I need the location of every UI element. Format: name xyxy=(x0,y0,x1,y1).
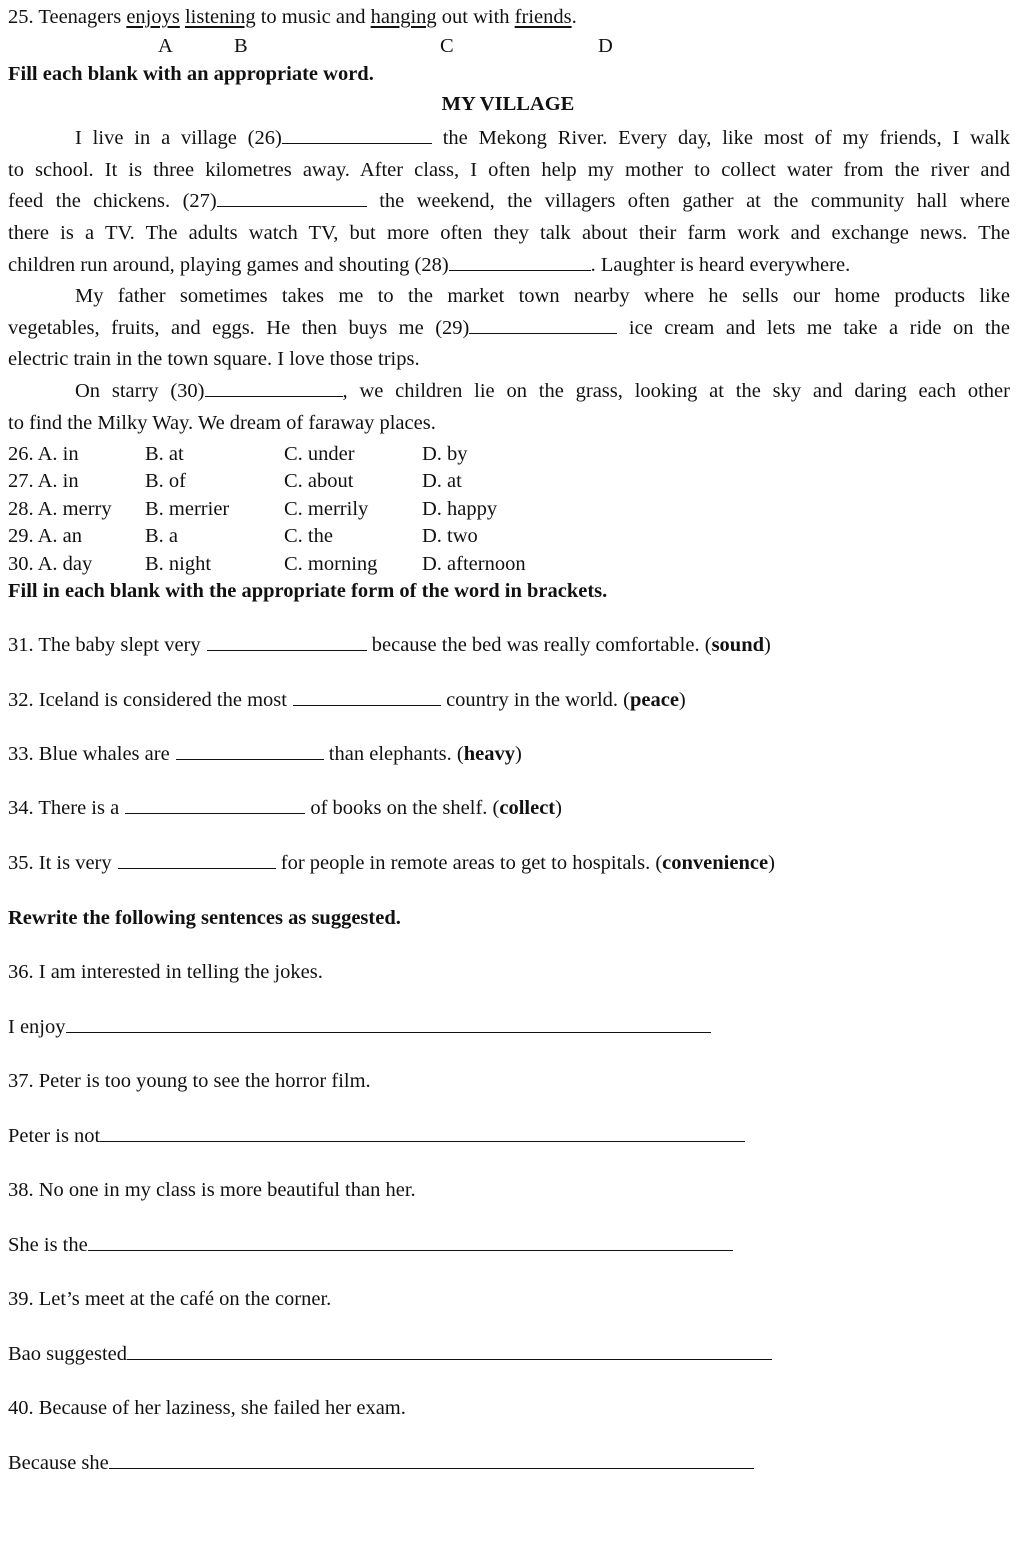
blank-28[interactable] xyxy=(449,254,591,271)
word-in-brackets: convenience xyxy=(662,852,769,874)
q25-option-c-word: hanging xyxy=(370,6,437,28)
passage-line: to find the Milky Way. We dream of faraway places. xyxy=(8,412,436,434)
word-in-brackets: peace xyxy=(629,689,679,711)
question-39: 39. Let’s meet at the café on the corner. xyxy=(8,1288,332,1310)
q25-period: . xyxy=(571,6,577,28)
rewrite-40: Because she xyxy=(8,1452,754,1476)
option: D. by xyxy=(422,443,468,465)
rewrite-37: Peter is not xyxy=(8,1125,745,1149)
option: 29. A. an xyxy=(8,525,83,547)
blank-26[interactable] xyxy=(282,127,432,144)
word-in-brackets: heavy xyxy=(463,743,515,765)
question-35: 35. It is very for people in remote areas to get to hospitals. (convenience) xyxy=(8,852,775,874)
option: C. under xyxy=(284,443,355,465)
q25-option-a-word: enjoys xyxy=(126,6,180,28)
answer-blank-34[interactable] xyxy=(125,797,305,814)
word-in-brackets: sound xyxy=(711,634,764,656)
question-34: 34. There is a of books on the shelf. (collect) xyxy=(8,797,562,819)
answer-blank-35[interactable] xyxy=(118,852,276,869)
passage-line: feed the chickens. (27) the weekend, the villagers often gather at the community hall where xyxy=(8,190,1011,212)
rewrite-blank-38[interactable] xyxy=(88,1234,733,1251)
option: B. at xyxy=(145,443,184,465)
rewrite-38: She is the xyxy=(8,1234,733,1258)
q25-text: Teenagers xyxy=(38,6,122,28)
rewrite-39: Bao suggested xyxy=(8,1343,772,1367)
q25-label-d: D xyxy=(598,35,613,57)
option: B. of xyxy=(145,470,186,492)
passage-line: there is a TV. The adults watch TV, but more often they talk about their farm work and exchange news. The xyxy=(8,222,1010,244)
section3-heading: Rewrite the following sentences as suggested. xyxy=(8,907,401,929)
q25-number: 25. xyxy=(8,6,34,28)
option: B. a xyxy=(145,525,179,547)
passage-line: My father sometimes takes me to the market town nearby where he sells our home products like xyxy=(75,285,1010,307)
blank-30[interactable] xyxy=(205,380,343,397)
q25-option-b-word: listening xyxy=(184,6,256,28)
q25-text: to music and xyxy=(260,6,366,28)
question-33: 33. Blue whales are than elephants. (heavy) xyxy=(8,743,522,765)
option: C. about xyxy=(284,470,354,492)
q25-label-a: A xyxy=(158,35,173,57)
word-in-brackets: collect xyxy=(499,797,556,819)
rewrite-36: I enjoy xyxy=(8,1016,711,1040)
option: C. the xyxy=(284,525,333,547)
option: 27. A. in xyxy=(8,470,79,492)
passage-title: MY VILLAGE xyxy=(441,93,575,115)
q25-option-d-word: friends xyxy=(514,6,572,28)
option: D. at xyxy=(422,470,462,492)
rewrite-blank-40[interactable] xyxy=(109,1452,754,1469)
blank-29[interactable] xyxy=(469,317,617,334)
passage-line: electric train in the town square. I love those trips. xyxy=(8,348,420,370)
option: D. afternoon xyxy=(422,553,526,575)
passage-line: I live in a village (26) the Mekong River. Every day, like most of my friends, I walk xyxy=(75,127,1010,149)
question-36: 36. I am interested in telling the jokes. xyxy=(8,961,323,983)
question-37: 37. Peter is too young to see the horror film. xyxy=(8,1070,371,1092)
option: 30. A. day xyxy=(8,553,93,575)
rewrite-blank-36[interactable] xyxy=(66,1016,711,1033)
question-31: 31. The baby slept very because the bed was really comfortable. (sound) xyxy=(8,634,771,656)
option: 28. A. merry xyxy=(8,498,112,520)
question-40: 40. Because of her laziness, she failed her exam. xyxy=(8,1397,406,1419)
question-25 xyxy=(8,6,577,30)
option: B. night xyxy=(145,553,212,575)
question-32: 32. Iceland is considered the most country in the world. (peace) xyxy=(8,689,686,711)
section1-heading: Fill each blank with an appropriate word. xyxy=(8,63,374,85)
q25-label-b: B xyxy=(234,35,248,57)
option: B. merrier xyxy=(145,498,230,520)
passage-line: On starry (30) , we children lie on the grass, looking at the sky and daring each other xyxy=(75,380,1010,402)
option: D. two xyxy=(422,525,478,547)
passage-line: to school. It is three kilometres away. After class, I often help my mother to collect water from the river and xyxy=(8,159,1010,181)
option: D. happy xyxy=(422,498,498,520)
q25-text: out with xyxy=(441,6,510,28)
answer-blank-33[interactable] xyxy=(176,743,324,760)
question-38: 38. No one in my class is more beautiful than her. xyxy=(8,1179,416,1201)
answer-blank-32[interactable] xyxy=(293,689,441,706)
answer-blank-31[interactable] xyxy=(207,634,367,651)
option: 26. A. in xyxy=(8,443,79,465)
rewrite-blank-37[interactable] xyxy=(100,1125,745,1142)
option: C. morning xyxy=(284,553,378,575)
passage-line: children run around, playing games and shouting (28) . Laughter is heard everywhere. xyxy=(8,254,851,276)
q25-label-c: C xyxy=(440,35,454,57)
rewrite-blank-39[interactable] xyxy=(127,1343,772,1360)
section2-heading: Fill in each blank with the appropriate form of the word in brackets. xyxy=(8,580,608,602)
passage-line: vegetables, fruits, and eggs. He then buys me (29) ice cream and lets me take a ride on the xyxy=(8,317,1011,339)
blank-27[interactable] xyxy=(217,190,367,207)
option: C. merrily xyxy=(284,498,369,520)
